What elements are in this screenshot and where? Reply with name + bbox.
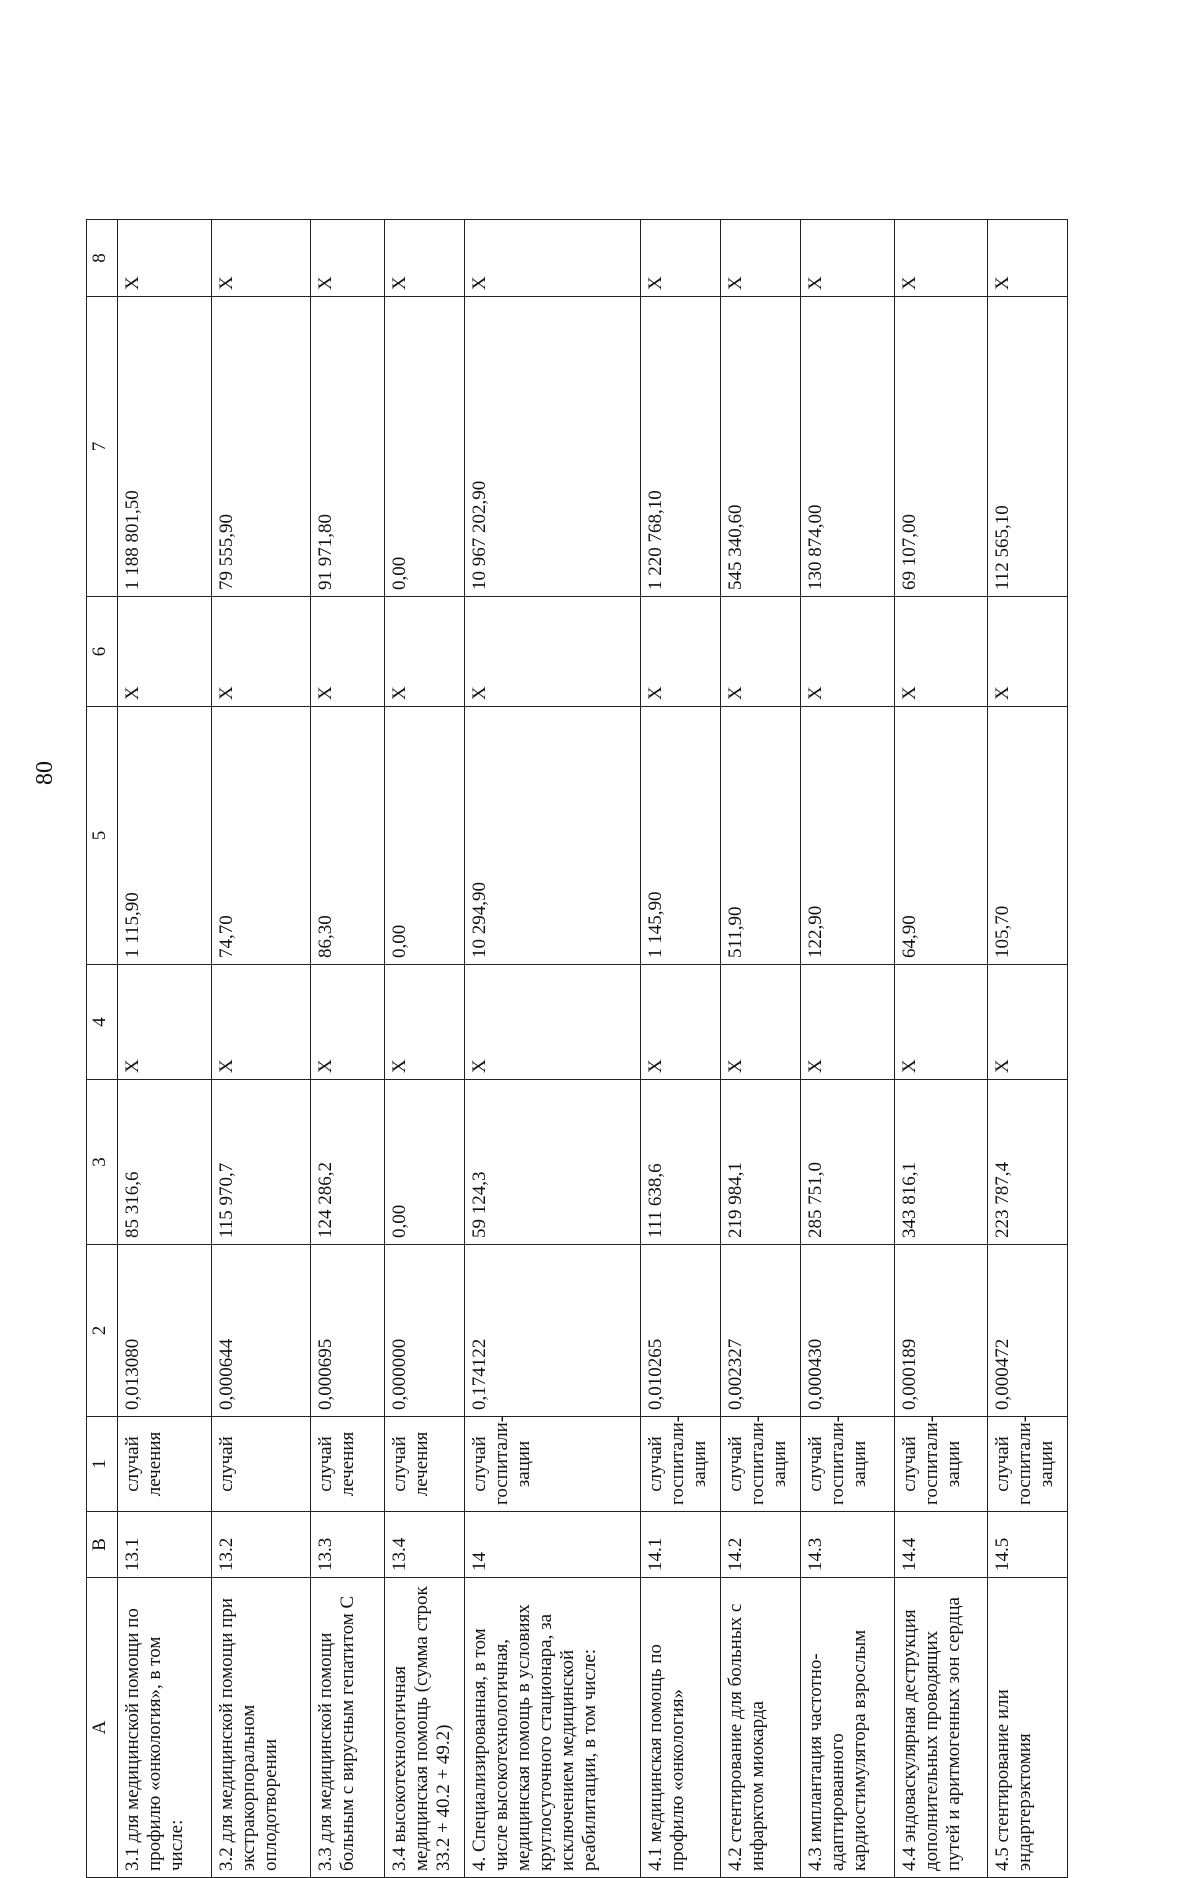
- cell-col-7: 545 340,60: [721, 297, 801, 597]
- cell-col-4: X: [464, 965, 641, 1080]
- cell-col-6: X: [310, 597, 384, 707]
- rotated-table-container: [86, 220, 1068, 1878]
- row-unit-cell: случай госпитали-зации: [894, 1417, 988, 1512]
- cell-col-4: X: [384, 965, 464, 1080]
- header-row: [87, 220, 118, 1878]
- row-unit-cell: случай госпитали-зации: [641, 1417, 721, 1512]
- table-row: [310, 220, 384, 1878]
- row-code-cell: 13.3: [310, 1512, 384, 1578]
- row-code-cell: 14.4: [894, 1512, 988, 1578]
- cell-col-6: X: [464, 597, 641, 707]
- table-row: [641, 220, 721, 1878]
- cell-col-8: X: [894, 220, 988, 297]
- cell-col-7: 91 971,80: [310, 297, 384, 597]
- row-code-cell: 13.2: [211, 1512, 310, 1578]
- table-row: [118, 220, 212, 1878]
- header-cell: 6: [87, 597, 118, 707]
- cell-col-5: 64,90: [894, 707, 988, 965]
- cell-col-8: X: [641, 220, 721, 297]
- data-table: [86, 219, 1068, 1878]
- cell-col-6: X: [384, 597, 464, 707]
- header-cell: 1: [87, 1417, 118, 1512]
- page-number: 80: [32, 761, 58, 785]
- cell-col-8: X: [464, 220, 641, 297]
- cell-col-4: X: [894, 965, 988, 1080]
- row-name-cell: 4. Специализированная, в том числе высокотехнологичная, медицинская помощь в условиях круглосуточного стационара, за исключением медицинской реабилитации, в том числе:: [464, 1578, 641, 1878]
- table-row: [464, 220, 641, 1878]
- row-unit-cell: случай госпитали-зации: [464, 1417, 641, 1512]
- cell-col-6: X: [894, 597, 988, 707]
- row-name-cell: 3.2 для медицинской помощи при экстракорпоральном оплодотворении: [211, 1578, 310, 1878]
- cell-col-8: X: [384, 220, 464, 297]
- row-code-cell: 14.5: [988, 1512, 1068, 1578]
- cell-col-2: 0,000000: [384, 1245, 464, 1417]
- cell-col-5: 86,30: [310, 707, 384, 965]
- cell-col-6: X: [988, 597, 1068, 707]
- cell-col-8: X: [310, 220, 384, 297]
- cell-col-3: 223 787,4: [988, 1080, 1068, 1245]
- cell-col-4: X: [211, 965, 310, 1080]
- cell-col-8: X: [211, 220, 310, 297]
- row-code-cell: 13.4: [384, 1512, 464, 1578]
- cell-col-2: 0,000430: [800, 1245, 894, 1417]
- header-cell: 4: [87, 965, 118, 1080]
- cell-col-7: 0,00: [384, 297, 464, 597]
- row-name-cell: 3.1 для медицинской помощи по профилю «онкология», в том числе:: [118, 1578, 212, 1878]
- cell-col-3: 0,00: [384, 1080, 464, 1245]
- header-cell: 3: [87, 1080, 118, 1245]
- header-cell: 8: [87, 220, 118, 297]
- cell-col-5: 0,00: [384, 707, 464, 965]
- table-row: [384, 220, 464, 1878]
- cell-col-8: X: [988, 220, 1068, 297]
- cell-col-2: 0,013080: [118, 1245, 212, 1417]
- cell-col-3: 285 751,0: [800, 1080, 894, 1245]
- row-unit-cell: случай госпитали-зации: [988, 1417, 1068, 1512]
- table-row: [211, 220, 310, 1878]
- row-name-cell: 3.3 для медицинской помощи больным с вирусным гепатитом С: [310, 1578, 384, 1878]
- cell-col-6: X: [211, 597, 310, 707]
- cell-col-6: X: [800, 597, 894, 707]
- cell-col-4: X: [721, 965, 801, 1080]
- cell-col-5: 10 294,90: [464, 707, 641, 965]
- row-name-cell: 4.5 стентирование или эндартерэктомия: [988, 1578, 1068, 1878]
- cell-col-2: 0,000695: [310, 1245, 384, 1417]
- row-code-cell: 14.3: [800, 1512, 894, 1578]
- row-code-cell: 14.2: [721, 1512, 801, 1578]
- header-cell: В: [87, 1512, 118, 1578]
- cell-col-4: X: [641, 965, 721, 1080]
- row-name-cell: 4.4 эндоваскулярная деструкция дополнительных проводящих путей и аритмогенных зон сердца: [894, 1578, 988, 1878]
- cell-col-8: X: [721, 220, 801, 297]
- header-cell: 5: [87, 707, 118, 965]
- cell-col-7: 1 220 768,10: [641, 297, 721, 597]
- table-body: [118, 220, 1068, 1878]
- cell-col-3: 85 316,6: [118, 1080, 212, 1245]
- cell-col-3: 59 124,3: [464, 1080, 641, 1245]
- cell-col-5: 1 145,90: [641, 707, 721, 965]
- cell-col-5: 105,70: [988, 707, 1068, 965]
- cell-col-7: 130 874,00: [800, 297, 894, 597]
- cell-col-4: X: [118, 965, 212, 1080]
- row-unit-cell: случай лечения: [118, 1417, 212, 1512]
- table-row: [894, 220, 988, 1878]
- header-cell: 2: [87, 1245, 118, 1417]
- row-name-cell: 4.1 медицинская помощь по профилю «онкология»: [641, 1578, 721, 1878]
- cell-col-3: 124 286,2: [310, 1080, 384, 1245]
- cell-col-2: 0,002327: [721, 1245, 801, 1417]
- cell-col-7: 1 188 801,50: [118, 297, 212, 597]
- cell-col-7: 79 555,90: [211, 297, 310, 597]
- table-row: [721, 220, 801, 1878]
- row-code-cell: 14: [464, 1512, 641, 1578]
- cell-col-5: 511,90: [721, 707, 801, 965]
- cell-col-6: X: [721, 597, 801, 707]
- row-unit-cell: случай лечения: [310, 1417, 384, 1512]
- row-code-cell: 13.1: [118, 1512, 212, 1578]
- cell-col-3: 115 970,7: [211, 1080, 310, 1245]
- cell-col-8: X: [800, 220, 894, 297]
- cell-col-7: 69 107,00: [894, 297, 988, 597]
- cell-col-2: 0,000189: [894, 1245, 988, 1417]
- table-row: [988, 220, 1068, 1878]
- cell-col-4: X: [988, 965, 1068, 1080]
- cell-col-3: 111 638,6: [641, 1080, 721, 1245]
- row-name-cell: 4.2 стентирование для больных с инфарктом миокарда: [721, 1578, 801, 1878]
- header-cell: 7: [87, 297, 118, 597]
- cell-col-5: 74,70: [211, 707, 310, 965]
- cell-col-3: 343 816,1: [894, 1080, 988, 1245]
- table-row: [800, 220, 894, 1878]
- row-name-cell: 4.3 имплантация частотно-адаптированного кардиостимулятора взрослым: [800, 1578, 894, 1878]
- cell-col-7: 112 565,10: [988, 297, 1068, 597]
- cell-col-2: 0,174122: [464, 1245, 641, 1417]
- cell-col-6: X: [118, 597, 212, 707]
- cell-col-5: 1 115,90: [118, 707, 212, 965]
- cell-col-2: 0,000472: [988, 1245, 1068, 1417]
- cell-col-5: 122,90: [800, 707, 894, 965]
- row-unit-cell: случай госпитали-зации: [721, 1417, 801, 1512]
- cell-col-4: X: [800, 965, 894, 1080]
- cell-col-3: 219 984,1: [721, 1080, 801, 1245]
- cell-col-4: X: [310, 965, 384, 1080]
- cell-col-2: 0,000644: [211, 1245, 310, 1417]
- cell-col-2: 0,010265: [641, 1245, 721, 1417]
- header-cell: А: [87, 1578, 118, 1878]
- cell-col-7: 10 967 202,90: [464, 297, 641, 597]
- row-unit-cell: случай лечения: [384, 1417, 464, 1512]
- row-unit-cell: случай: [211, 1417, 310, 1512]
- row-unit-cell: случай госпитали-зации: [800, 1417, 894, 1512]
- row-name-cell: 3.4 высокотехнологичная медицинская помощь (сумма строк 33.2 + 40.2 + 49.2): [384, 1578, 464, 1878]
- cell-col-6: X: [641, 597, 721, 707]
- row-code-cell: 14.1: [641, 1512, 721, 1578]
- cell-col-8: X: [118, 220, 212, 297]
